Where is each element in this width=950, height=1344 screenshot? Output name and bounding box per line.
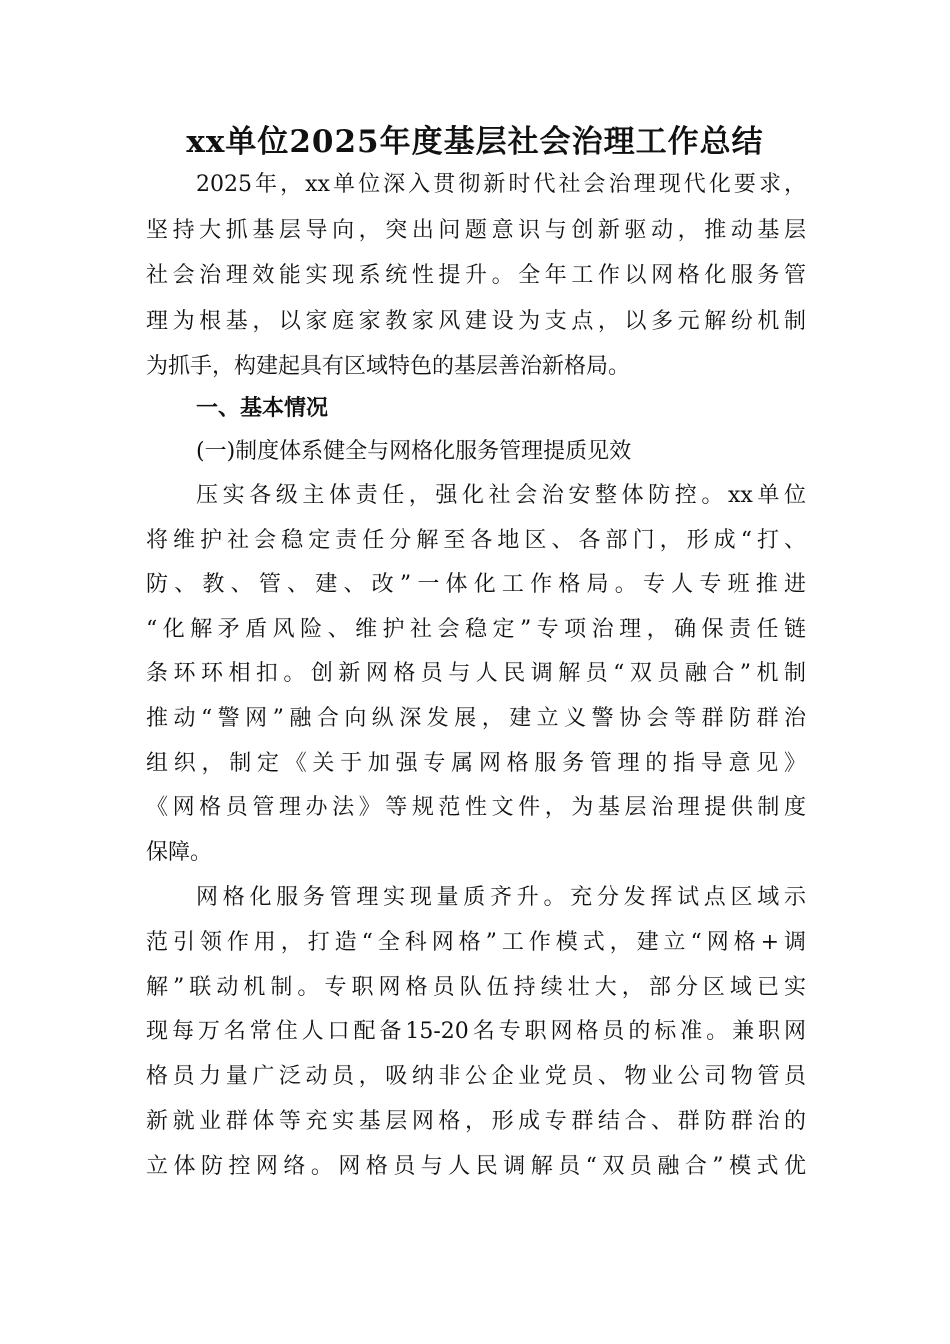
paragraph-line: 新就业群体等充实基层网格，形成专群结合、群防群治的 <box>146 1109 806 1134</box>
paragraph-line: 网格化服务管理实现量质齐升。充分发挥试点区域示 <box>196 885 806 910</box>
intro-line: 社会治理效能实现系统性提升。全年工作以网格化服务管 <box>146 263 806 288</box>
paragraph-line: 解”联动机制。专职网格员队伍持续壮大，部分区域已实 <box>146 974 806 1000</box>
paragraph-line: “化解矛盾风险、维护社会稳定”专项治理，确保责任链 <box>146 616 806 642</box>
intro-line: 为抓手，构建起具有区域特色的基层善治新格局。 <box>146 354 631 379</box>
document-title: xx单位2025年度基层社会治理工作总结 <box>186 124 764 160</box>
paragraph-line: 将维护社会稳定责任分解至各地区、各部门，形成“打、 <box>146 527 806 553</box>
paragraph-line: 条环环相扣。创新网格员与人民调解员“双员融合”机制 <box>146 661 806 687</box>
paragraph-line: 现每万名常住人口配备15-20名专职网格员的标准。兼职网 <box>146 1019 806 1045</box>
intro-line: 理为根基，以家庭家教家风建设为支点，以多元解纷机制 <box>146 308 806 334</box>
paragraph-line: 范引领作用，打造“全科网格”工作模式，建立“网格+调 <box>146 929 806 955</box>
paragraph-line: 压实各级主体责任，强化社会治安整体防控。xx单位 <box>196 483 806 508</box>
paragraph-line: 《网格员管理办法》等规范性文件，为基层治理提供制度 <box>146 795 806 821</box>
paragraph-line: 格员力量广泛动员，吸纳非公企业党员、物业公司物管员 <box>146 1064 806 1090</box>
subsection-heading: (一)制度体系健全与网格化服务管理提质见效 <box>196 439 632 464</box>
paragraph-line: 推动“警网”融合向纵深发展，建立义警协会等群防群治 <box>146 706 806 731</box>
paragraph-line: 组织，制定《关于加强专属网格服务管理的指导意见》 <box>146 750 806 776</box>
section-heading: 一、基本情况 <box>196 395 329 421</box>
paragraph-line: 保障。 <box>146 839 213 865</box>
intro-line: 2025年，xx单位深入贯彻新时代社会治理现代化要求， <box>196 172 806 197</box>
paragraph-line: 防、教、管、建、改”一体化工作格局。专人专班推进 <box>146 572 806 598</box>
intro-line: 坚持大抓基层导向，突出问题意识与创新驱动，推动基层 <box>146 217 806 243</box>
paragraph-line: 立体防控网络。网格员与人民调解员“双员融合”模式优 <box>146 1153 806 1179</box>
